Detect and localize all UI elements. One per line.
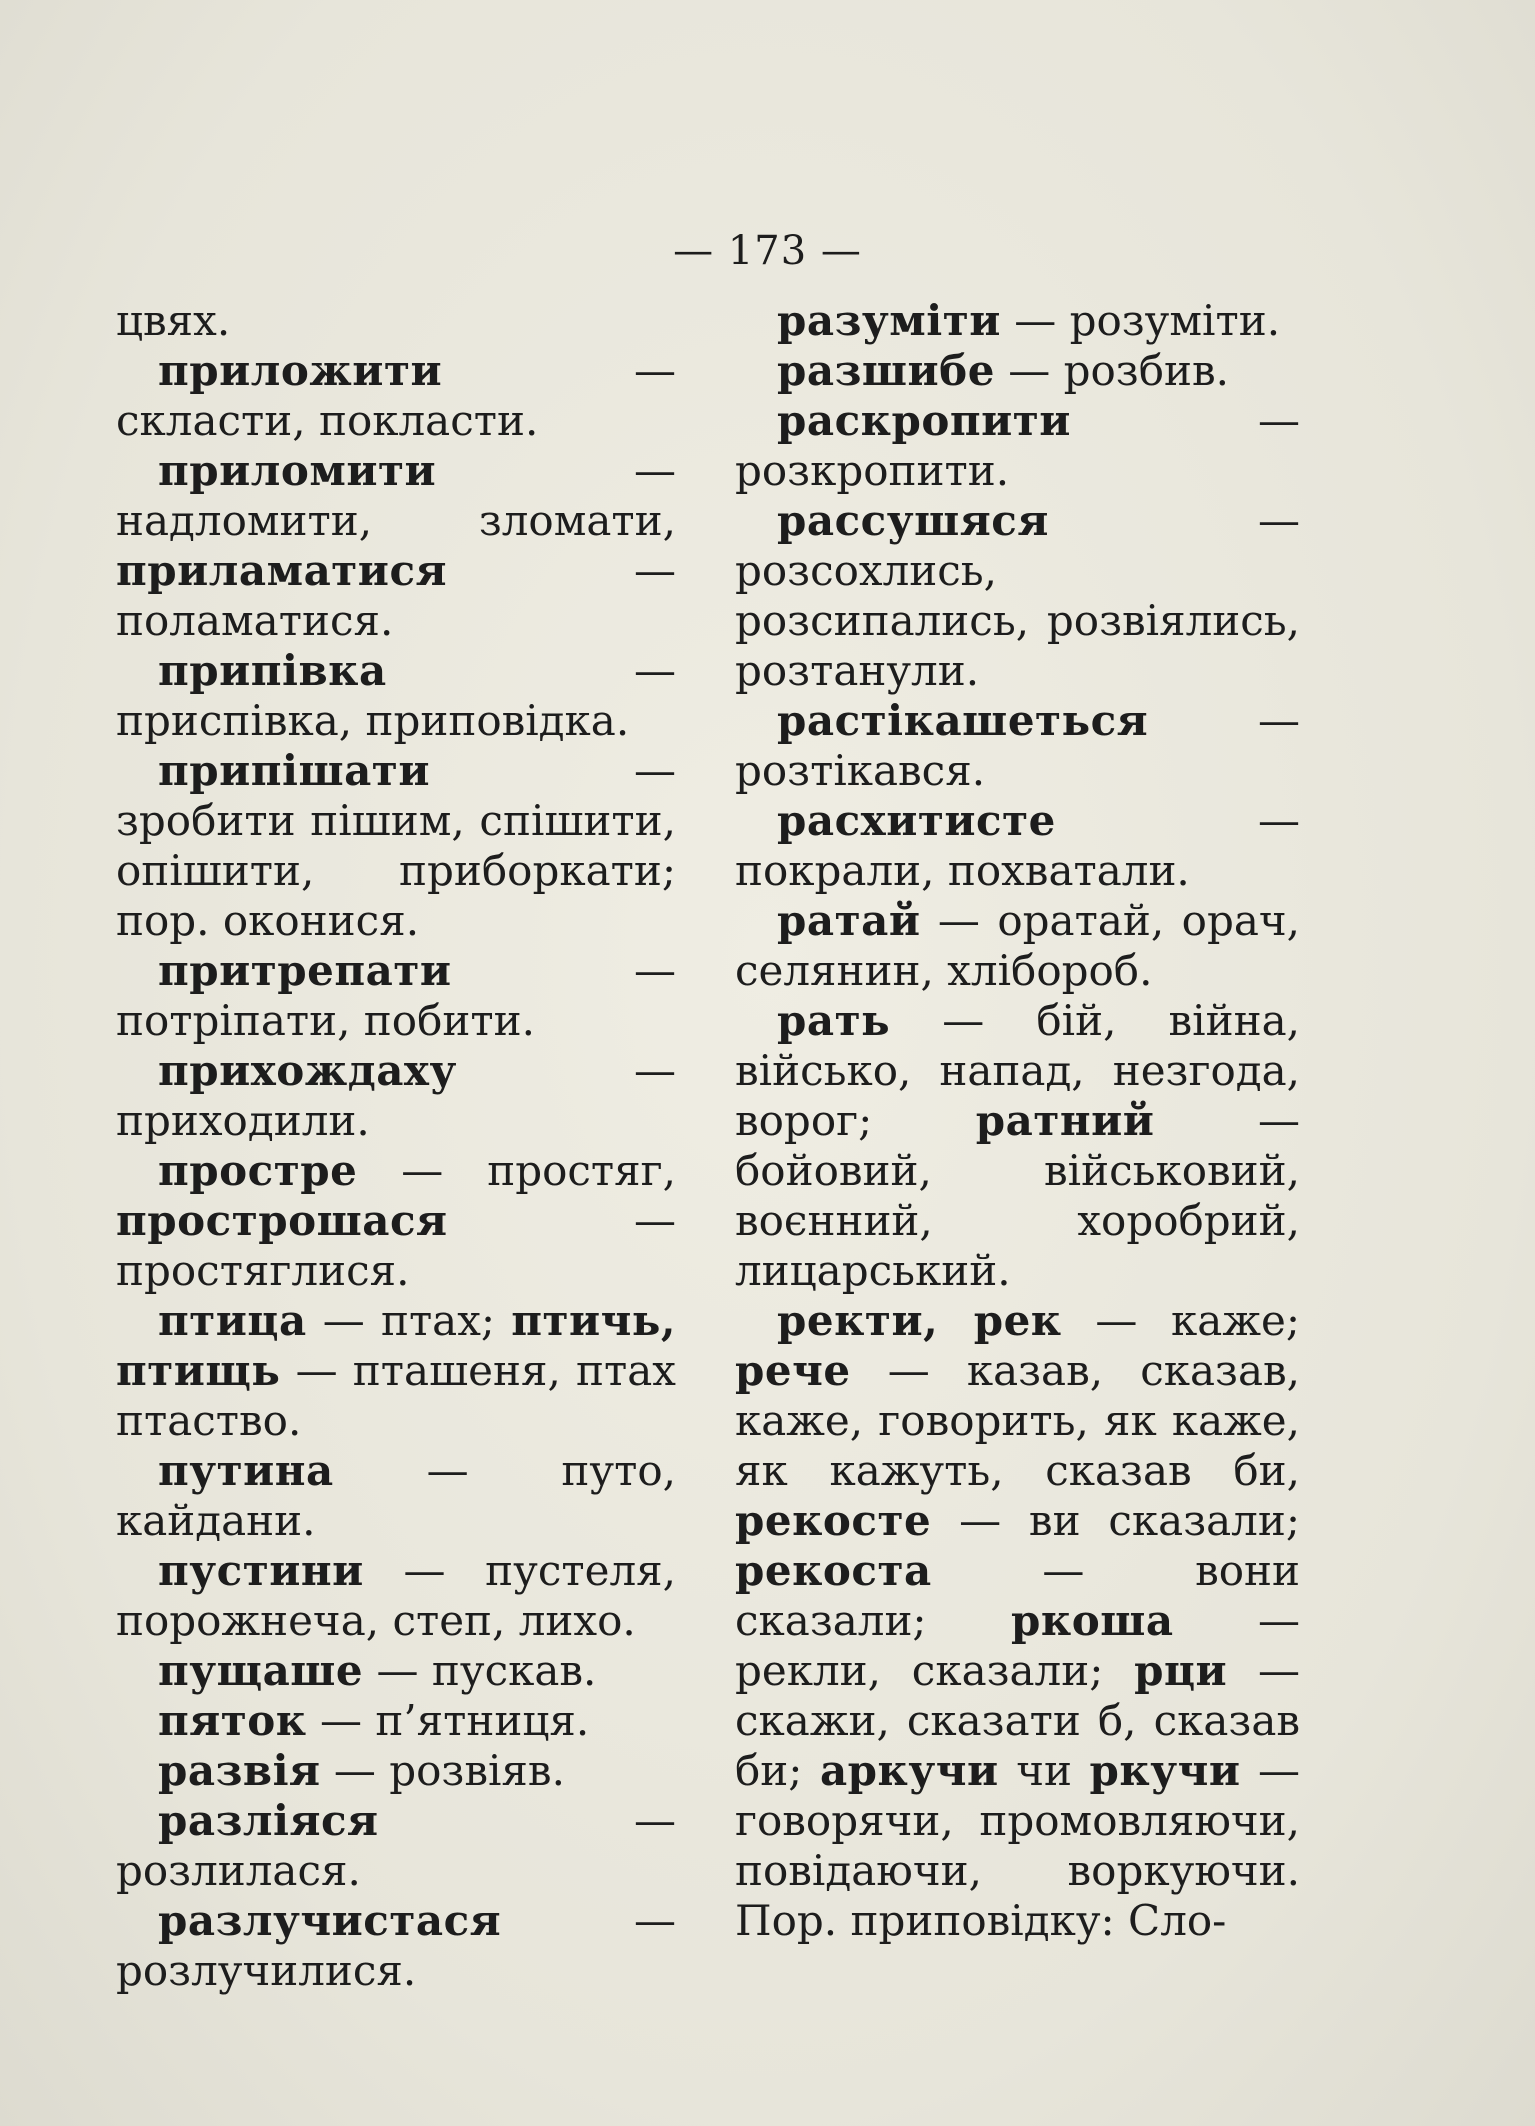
dictionary-entry: [116, 1646, 676, 1696]
dictionary-entry: [116, 746, 676, 946]
headword: пустини: [158, 1546, 364, 1595]
headword: припішати: [158, 746, 430, 795]
headword: простре: [158, 1146, 358, 1195]
headword: разлучистася: [158, 1896, 502, 1945]
definition-text: — ви сказали;: [931, 1496, 1300, 1545]
definition-text: — рекли, сказали;: [735, 1596, 1300, 1695]
dictionary-entry: [735, 796, 1300, 896]
dictionary-entry: [735, 296, 1300, 346]
dictionary-entry: [735, 996, 1300, 1296]
definition-text: — птах;: [306, 1296, 512, 1345]
definition-text: — бойовий, військовий, воєнний, хоробрий, лицарський.: [735, 1096, 1300, 1295]
definition-text: — розкропити.: [735, 396, 1300, 495]
definition-text: — простяглися.: [116, 1196, 676, 1295]
definition-text: — потріпати, побити.: [116, 946, 676, 1045]
headword: рече: [735, 1346, 851, 1395]
definition-text: — розбив.: [994, 346, 1229, 395]
definition-text: — зробити пішим, спішити, опішити, приборкати; пор. оконися.: [116, 746, 676, 945]
headword: пущаше: [158, 1646, 364, 1695]
dictionary-entry: [116, 1696, 676, 1746]
definition-text: — покрали, похватали.: [735, 796, 1300, 895]
definition-text: — бій, війна, військо, напад, незгода, ворог;: [735, 996, 1300, 1145]
headword: разшибе: [777, 346, 995, 395]
definition-text: — розсохлись, розсипались, розвіялись, розтанули.: [735, 496, 1300, 695]
dictionary-entry: [735, 1296, 1300, 1946]
dictionary-entry: [116, 1796, 676, 1896]
headword: рать: [777, 996, 891, 1045]
headword: путина: [158, 1446, 334, 1495]
dictionary-entry: [735, 496, 1300, 696]
dictionary-entry: [116, 646, 676, 746]
definition-text: — скласти, покласти.: [116, 346, 676, 445]
dictionary-entry: [116, 1046, 676, 1146]
definition-text: — розвіяв.: [320, 1746, 565, 1795]
page-number: — 173 —: [673, 228, 862, 274]
headword: приламатися: [116, 546, 448, 595]
definition-text: — пускав.: [363, 1646, 597, 1695]
definition-text: — простяг,: [357, 1146, 676, 1195]
left-column: [116, 296, 676, 1996]
headword: ректи, рек: [777, 1296, 1062, 1345]
definition-text: чи: [998, 1746, 1090, 1795]
definition-text: — надломити, зломати,: [116, 446, 676, 545]
headword: растікашеться: [777, 696, 1149, 745]
definition-text: — розлилася.: [116, 1796, 676, 1895]
headword: ратний: [975, 1096, 1155, 1145]
definition-text: — розуміти.: [1000, 296, 1281, 345]
definition-text: — путо, кайдани.: [116, 1446, 676, 1545]
headword: раскропити: [777, 396, 1071, 445]
headword: разліяся: [158, 1796, 379, 1845]
dictionary-entry: [116, 1446, 676, 1546]
definition-text: — казав, сказав, каже, говорить, як каже, як кажуть, сказав би,: [735, 1346, 1300, 1495]
definition-text: — говорячи, промовляючи, повідаючи, воркуючи. Пор. приповідку: Сло-: [735, 1746, 1301, 1945]
headword: разуміти: [777, 296, 1001, 345]
headword: рекосте: [735, 1496, 932, 1545]
dictionary-entry: [735, 346, 1300, 396]
definition-text: — п’ятниця.: [306, 1696, 590, 1745]
headword: ратай: [777, 896, 921, 945]
dictionary-entry: [116, 1896, 676, 1996]
dictionary-entry: [116, 1746, 676, 1796]
dictionary-entry: [735, 696, 1300, 796]
headword: прихождаху: [158, 1046, 457, 1095]
definition-text: — скажи, сказати б, сказав би;: [735, 1646, 1300, 1795]
headword: прострошася: [116, 1196, 448, 1245]
headword: ркоша: [1011, 1596, 1174, 1645]
headword: птичь, птищь: [116, 1296, 676, 1395]
headword: притрепати: [158, 946, 452, 995]
headword: рекоста: [735, 1546, 932, 1595]
dictionary-entry: [116, 346, 676, 446]
dictionary-entry: [116, 446, 676, 646]
headword: приложити: [158, 346, 443, 395]
definition-text: цвях.: [116, 296, 231, 345]
definition-text: — вони сказали;: [735, 1546, 1300, 1645]
dictionary-entry: [735, 896, 1300, 996]
definition-text: —розтікався.: [735, 696, 1300, 795]
headword: аркучи: [819, 1746, 999, 1795]
dictionary-entry: [116, 1296, 676, 1446]
headword: рассушяся: [777, 496, 1049, 545]
dictionary-entry: [116, 946, 676, 1046]
dictionary-entry: [116, 1146, 676, 1296]
headword: приломити: [158, 446, 437, 495]
definition-text: — пустеля, порожнеча, степ, лихо.: [116, 1546, 676, 1645]
definition-text: — оратай, орач, селянин, хлібороб.: [735, 896, 1300, 995]
headword: расхитисте: [777, 796, 1056, 845]
definition-text: — приспівка, приповідка.: [116, 646, 676, 745]
definition-text: — пташеня, птах птаство.: [116, 1346, 676, 1445]
definition-text: — каже;: [1061, 1296, 1300, 1345]
headword: птица: [158, 1296, 307, 1345]
headword: рци: [1134, 1646, 1228, 1695]
headword: пяток: [158, 1696, 307, 1745]
definition-text: — розлучилися.: [116, 1896, 676, 1995]
right-column: [735, 296, 1300, 1946]
headword: развія: [158, 1746, 321, 1795]
definition-text: — поламатися.: [116, 546, 676, 645]
dictionary-entry: [735, 396, 1300, 496]
headword: ркучи: [1089, 1746, 1241, 1795]
dictionary-entry: [116, 296, 676, 346]
definition-text: — приходили.: [116, 1046, 676, 1145]
headword: припівка: [158, 646, 387, 695]
dictionary-entry: [116, 1546, 676, 1646]
